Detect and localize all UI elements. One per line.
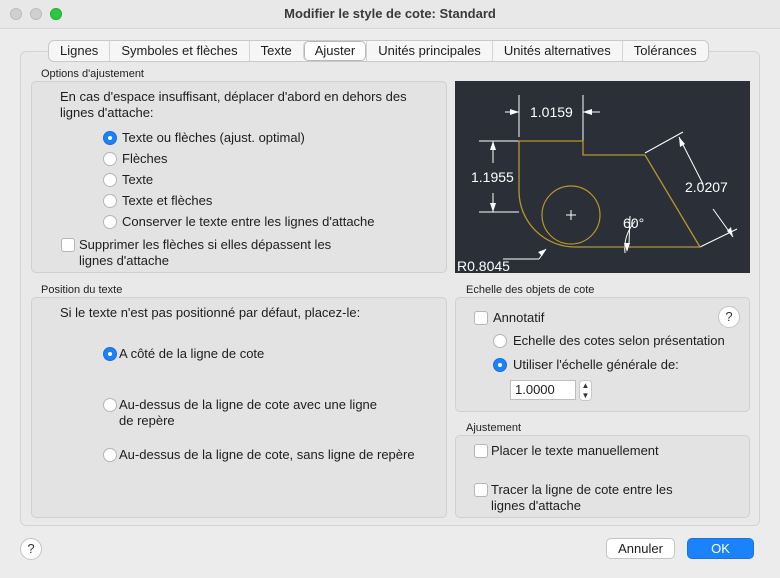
extension-line <box>645 132 683 153</box>
annotative-checkbox[interactable] <box>474 311 488 325</box>
fine-tuning-title: Ajustement <box>466 422 522 434</box>
radio-scale-to-layout[interactable] <box>493 334 507 348</box>
place-text-manually-label: Placer le texte manuellement <box>491 443 659 458</box>
dim-left-label: 1.1955 <box>471 169 514 185</box>
help-button[interactable]: ? <box>20 538 42 560</box>
radio-beside-dimension-line[interactable] <box>103 347 117 361</box>
tab-bar <box>48 40 709 62</box>
overall-scale-input[interactable]: 1.0000 <box>510 380 576 400</box>
draw-dim-line-checkbox[interactable] <box>474 483 488 497</box>
scale-to-layout-label: Echelle des cotes selon présentation <box>513 333 725 348</box>
arrowhead <box>538 249 546 256</box>
tab-tolerances[interactable]: Tolérances <box>622 41 708 61</box>
tab-lignes[interactable]: Lignes <box>60 43 99 58</box>
chevron-down-icon[interactable]: ▼ <box>581 391 590 400</box>
fit-options-title: Options d'ajustement <box>41 68 144 80</box>
radio-fit-text-and-arrows[interactable] <box>103 194 117 208</box>
arrowhead <box>679 137 685 147</box>
fit-option-label: Texte <box>122 172 154 187</box>
title-bar <box>0 0 780 29</box>
radio-over-with-leader[interactable] <box>103 398 117 412</box>
text-position-option-label: Au-dessus de la ligne de cote, sans ligne de repère <box>119 447 415 462</box>
arrowhead <box>583 109 592 115</box>
scale-title: Echelle des objets de cote <box>466 284 595 296</box>
tab-unites-principales[interactable]: Unités principales <box>366 41 492 61</box>
draw-dim-line-label-line1: Tracer la ligne de cote entre les <box>491 482 673 497</box>
tab-texte[interactable]: Texte <box>249 41 303 61</box>
radio-fit-keep-text-between[interactable] <box>103 215 117 229</box>
arrowhead <box>510 109 519 115</box>
overall-scale-label: Utiliser l'échelle générale de: <box>513 357 679 372</box>
preview-drawing <box>455 81 750 273</box>
text-position-option-label: Au-dessus de la ligne de cote avec une ligne <box>119 397 378 412</box>
fit-option-label: Flèches <box>122 151 168 166</box>
text-position-option-label: de repère <box>119 413 175 428</box>
text-position-instruction: Si le texte n'est pas positionné par défaut, placez-le: <box>60 305 361 320</box>
radio-fit-text[interactable] <box>103 173 117 187</box>
dim-right-label: 2.0207 <box>685 179 728 195</box>
part-outline <box>519 141 700 247</box>
angle-label: 60° <box>623 215 645 231</box>
radio-over-without-leader[interactable] <box>103 448 117 462</box>
tab-symboles-fleches[interactable]: Symboles et flèches <box>109 41 248 61</box>
arrowhead <box>727 227 733 237</box>
fit-instruction-line2: lignes d'attache: <box>60 105 154 120</box>
cancel-button[interactable]: Annuler <box>606 538 675 559</box>
radio-overall-scale[interactable] <box>493 358 507 372</box>
place-text-manually-checkbox[interactable] <box>474 444 488 458</box>
dimension-preview <box>455 81 750 273</box>
chevron-up-icon[interactable]: ▲ <box>581 381 590 390</box>
tab-unites-alternatives[interactable]: Unités alternatives <box>492 41 622 61</box>
overall-scale-stepper[interactable] <box>579 380 592 401</box>
ok-button[interactable]: OK <box>687 538 754 559</box>
fit-option-label: Texte et flèches <box>122 193 213 208</box>
radio-fit-arrows[interactable] <box>103 152 117 166</box>
arrowhead <box>490 203 496 212</box>
dim-top-label: 1.0159 <box>530 104 573 120</box>
fit-option-label: Texte ou flèches (ajust. optimal) <box>122 130 305 145</box>
fit-option-label: Conserver le texte entre les lignes d'attache <box>122 214 375 229</box>
fit-instruction-line1: En cas d'espace insuffisant, déplacer d'abord en dehors des <box>60 89 407 104</box>
radio-fit-text-or-arrows[interactable] <box>103 131 117 145</box>
text-position-option-label: A côté de la ligne de cote <box>119 346 265 361</box>
suppress-arrows-checkbox[interactable] <box>61 238 75 252</box>
window-title: Modifier le style de cote: Standard <box>284 6 496 21</box>
suppress-arrows-label-line2: lignes d'attache <box>79 253 169 268</box>
arrowhead <box>490 141 496 150</box>
text-position-title: Position du texte <box>41 284 123 296</box>
annotative-label: Annotatif <box>493 310 545 325</box>
tab-ajuster[interactable]: Ajuster <box>303 41 366 61</box>
suppress-arrows-label-line1: Supprimer les flèches si elles dépassent les <box>79 237 332 252</box>
scale-help-button[interactable]: ? <box>718 306 740 328</box>
radius-label: R0.8045 <box>457 258 510 273</box>
draw-dim-line-label-line2: lignes d'attache <box>491 498 581 513</box>
